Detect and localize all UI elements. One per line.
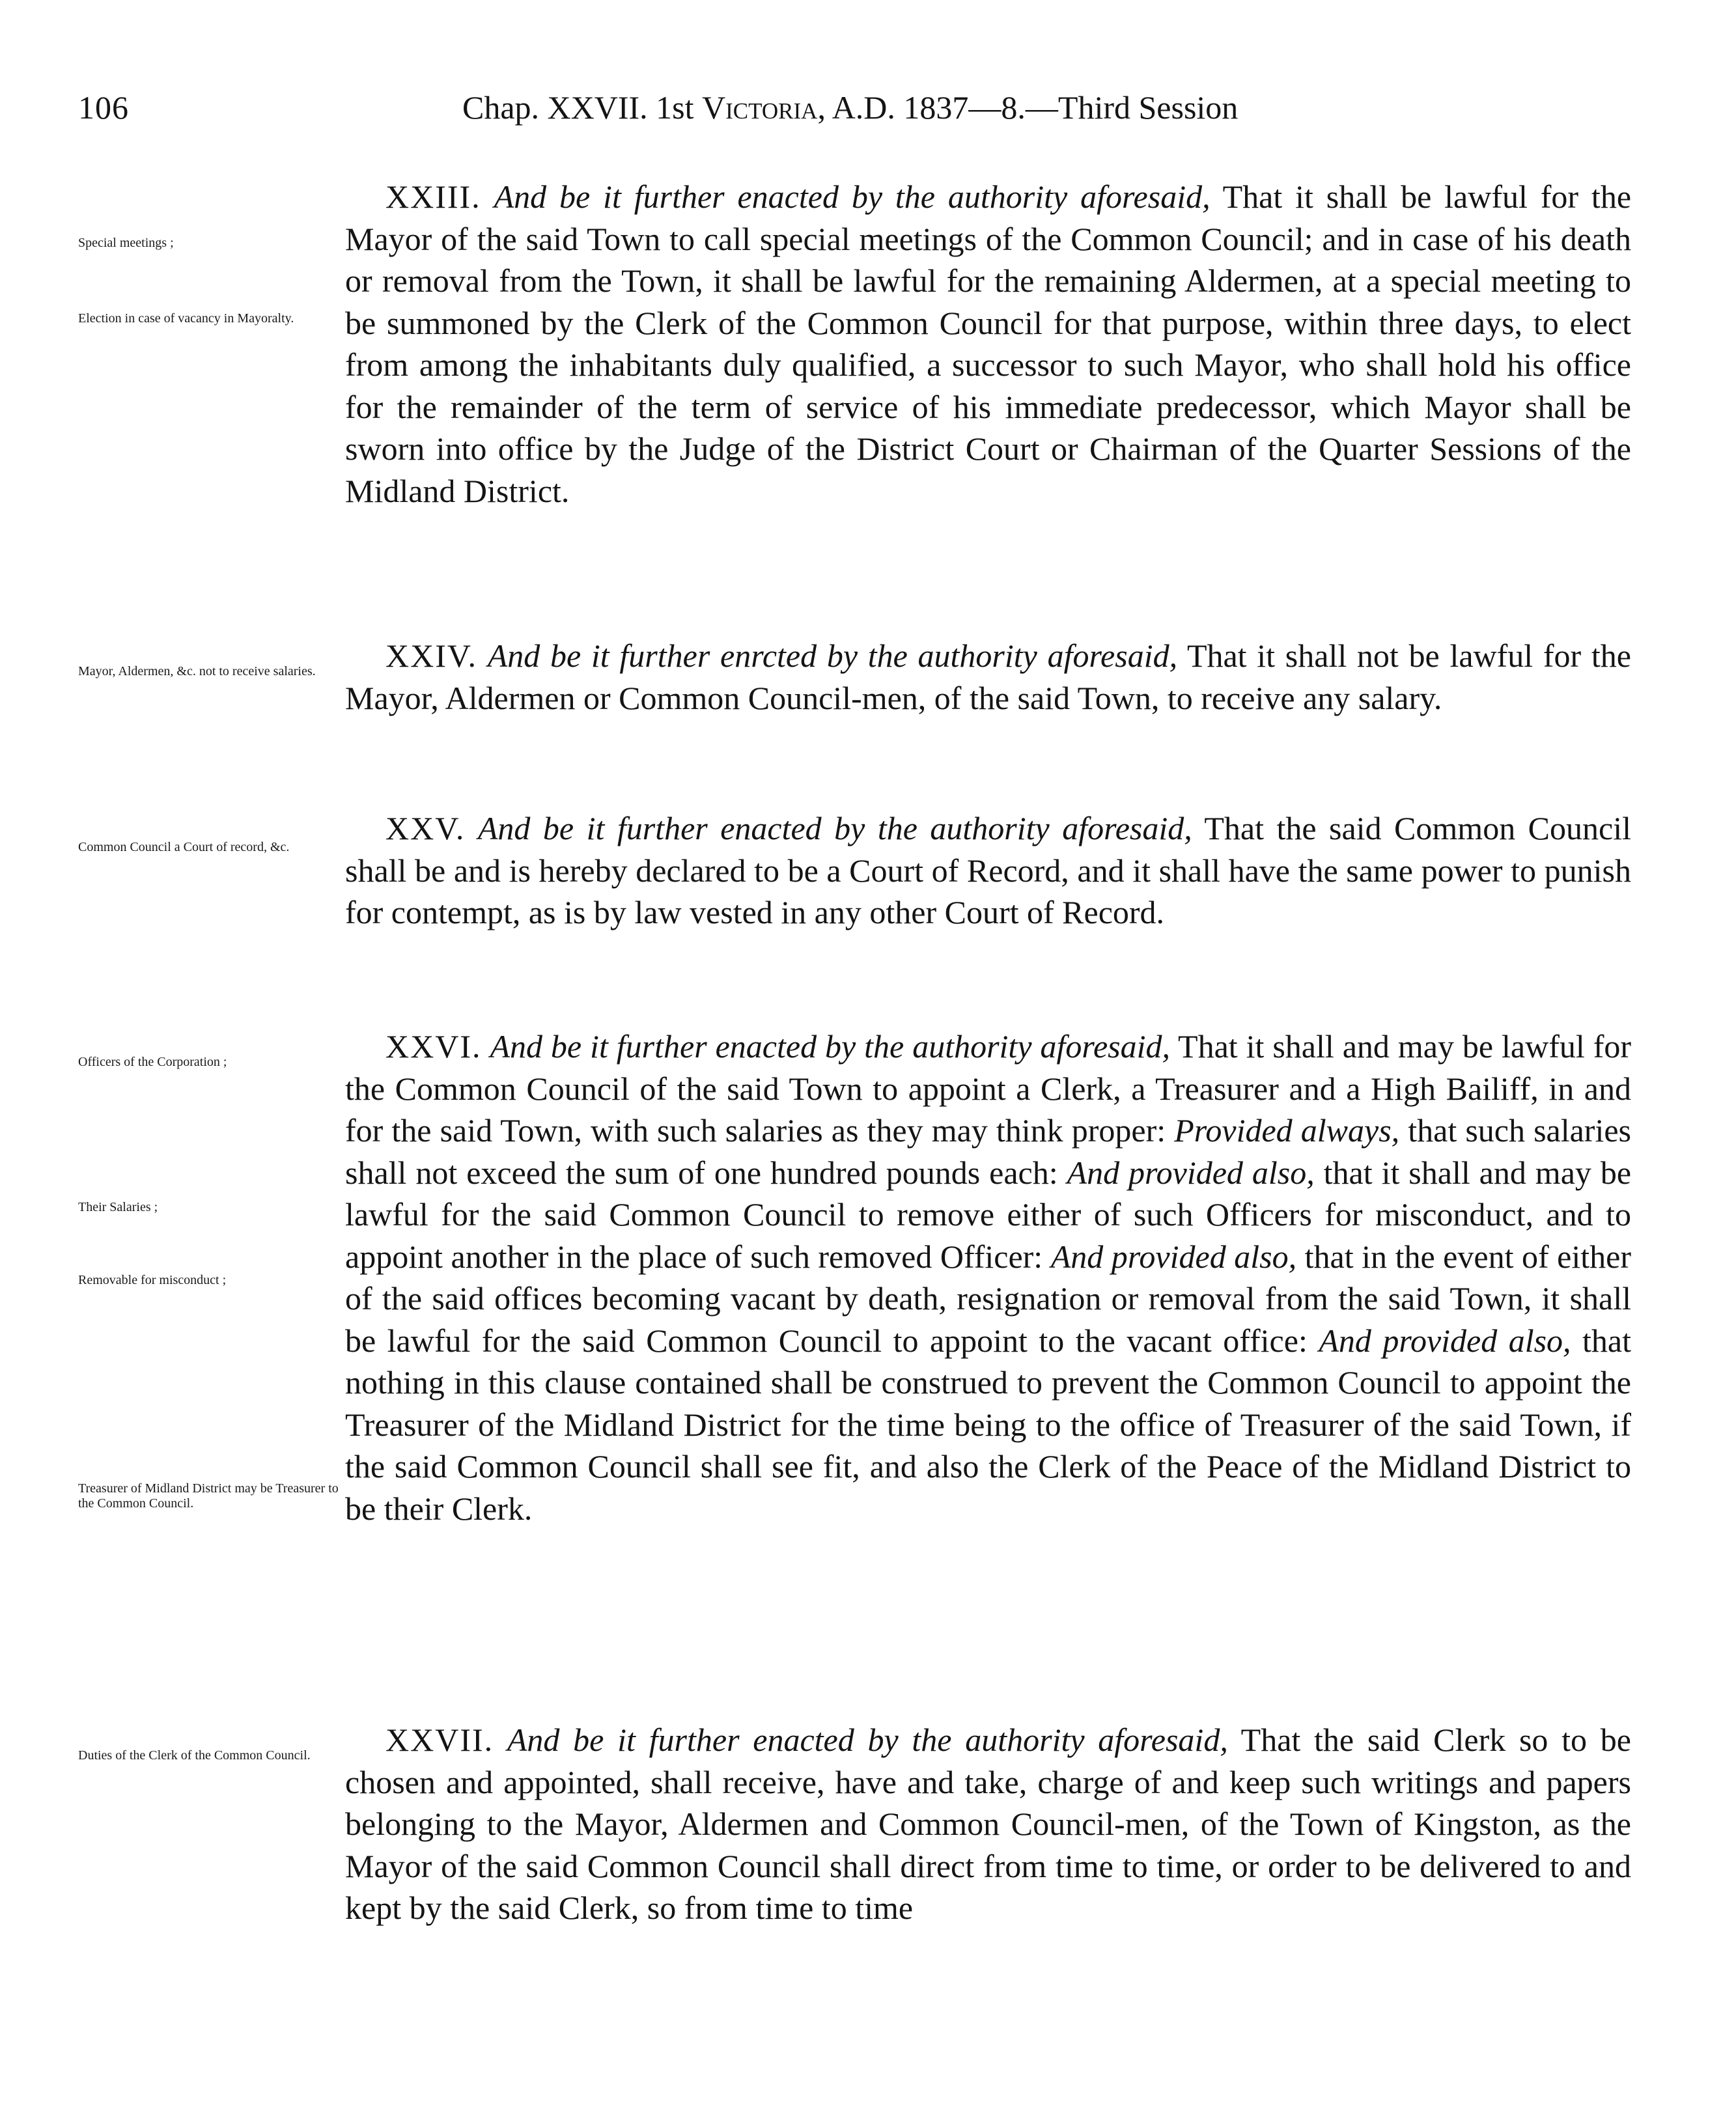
section-text: That the said Clerk so to be chosen and appointed, shall receive, have and take, charge of and keep such writings and papers belonging to the Mayor, Aldermen and Common Council-men, of the Town of Kingston, as the Mayor of the said Common Council shall direct from time to time, or order to be delivered to and kept by the said Clerk, so from time to time	[345, 1722, 1631, 1926]
margin-note: Common Council a Court of record, &c.	[78, 840, 290, 854]
section-number: XXV.	[385, 810, 466, 846]
enacting-clause: And be it further enacted by the authority aforesaid,	[494, 178, 1211, 215]
margin-note: Their Salaries ;	[78, 1200, 158, 1214]
section-text: that such salaries shall not exceed the sum of one hundred pounds each:	[345, 1112, 1632, 1191]
margin-note: Mayor, Aldermen, &c. not to receive salaries.	[78, 664, 316, 678]
proviso: And provided also,	[1067, 1154, 1315, 1191]
section-xxv	[345, 807, 1631, 934]
section-number: XXIV.	[385, 637, 478, 674]
chapter-label: Chap. XXVII. 1st	[462, 89, 694, 126]
running-header	[78, 89, 1654, 141]
enacting-clause: And be it further enacted by the authority aforesaid,	[477, 810, 1192, 846]
enacting-clause: And be it further enacted by the authority aforesaid,	[490, 1028, 1170, 1065]
date-session-label: A.D. 1837—8.—Third Session	[832, 89, 1239, 126]
section-text: That the said Common Council shall be and is hereby declared to be a Court of Record, and it shall have the same power to punish for contempt, as is by law vested in any other Court of Record.	[345, 810, 1632, 930]
section-text: that it shall and may be lawful for the said Common Council to remove either of such Officers for misconduct, and to appoint another in the place of such removed Officer:	[345, 1154, 1632, 1275]
proviso: Provided always,	[1174, 1112, 1400, 1149]
section-text: That it shall be lawful for the Mayor of the said Town to call special meetings of the Common Council; and in case of his death or removal from the Town, it shall be lawful for the remaining Aldermen, at a special meeting to be summoned by the Clerk of the Common Council for that purpose, within three days, to elect from among the inhabitants duly qualified, a successor to such Mayor, who shall hold his office for the remainder of the term of service of his immediate predecessor, which Mayor shall be sworn into office by the Judge of the District Court or Chairman of the Quarter Sessions of the Midland District.	[345, 178, 1632, 509]
margin-note: Officers of the Corporation ;	[78, 1055, 227, 1069]
section-text: that nothing in this clause contained shall be construed to prevent the Common Council to appoint the Treasurer of the Midland District for the time being to the office of Treasurer of the said Town, if the said Common Council shall see fit, and also the Clerk of the Peace of the Midland District to be their Clerk.	[345, 1322, 1632, 1527]
proviso: And provided also,	[1319, 1322, 1571, 1359]
section-text: That it shall and may be lawful for the Common Council of the said Town to appoint a Clerk, a Treasurer and a High Bailiff, in and for the said Town, with such salaries as they may think proper:	[345, 1028, 1631, 1149]
section-number: XXVI.	[385, 1028, 482, 1065]
margin-note: Election in case of vacancy in Mayoralty.	[78, 311, 294, 326]
section-xxiv	[345, 635, 1631, 719]
enacting-clause: And be it further enacted by the authority aforesaid,	[507, 1722, 1228, 1758]
section-number: XXIII.	[385, 178, 481, 215]
margin-note: Removable for misconduct ;	[78, 1273, 227, 1287]
margin-note: Special meetings ;	[78, 236, 174, 250]
section-text: That it shall not be lawful for the Mayor, Aldermen or Common Council-men, of the said Town, to receive any salary.	[345, 637, 1632, 716]
reign-label: Victoria,	[702, 89, 826, 126]
margin-note: Duties of the Clerk of the Common Council.	[78, 1748, 311, 1763]
section-text: that in the event of either of the said offices becoming vacant by death, resignation or removal from the said Town, it shall be lawful for the said Common Council to appoint to the vacant office:	[345, 1238, 1632, 1359]
section-xxvi	[345, 1026, 1631, 1529]
page-number: 106	[78, 89, 129, 126]
section-xxiii	[345, 176, 1631, 512]
section-number: XXVII.	[385, 1722, 494, 1758]
section-xxvii	[345, 1719, 1631, 1929]
margin-note: Treasurer of Midland District may be Treasurer to the Common Council.	[78, 1481, 339, 1511]
running-head	[462, 89, 1238, 126]
proviso: And provided also,	[1050, 1238, 1297, 1275]
enacting-clause: And be it further enrcted by the authority aforesaid,	[487, 637, 1178, 674]
